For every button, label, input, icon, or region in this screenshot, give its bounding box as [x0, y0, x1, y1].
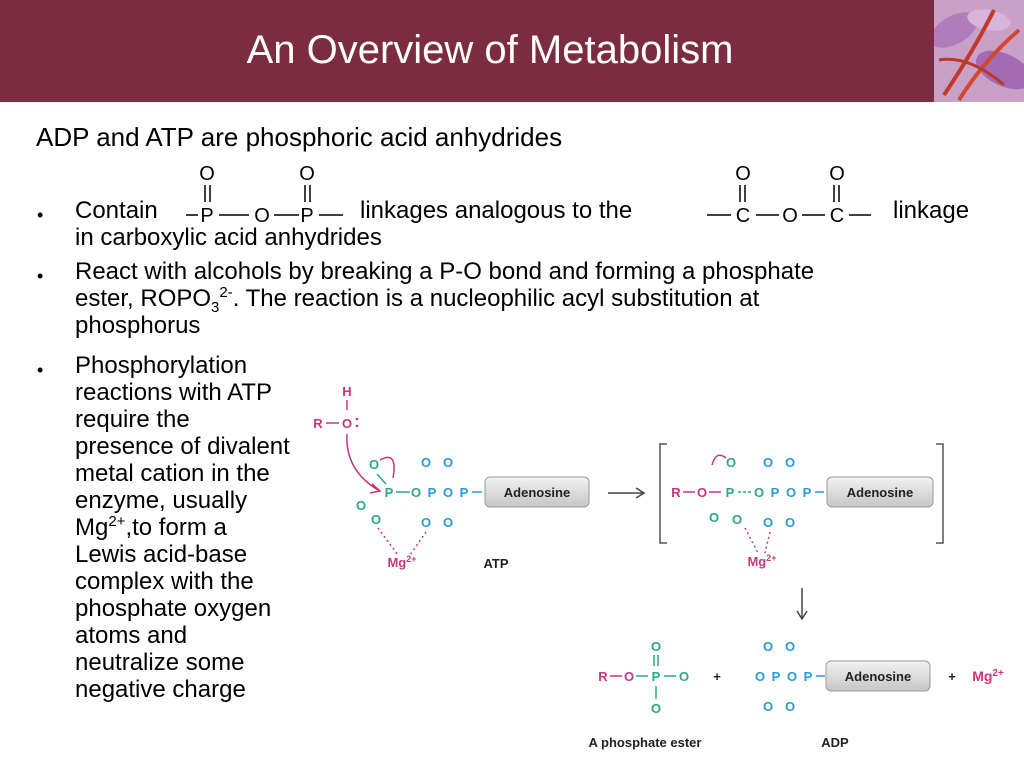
svg-text:O: O [650, 701, 662, 716]
svg-text:O: O [370, 512, 382, 527]
svg-text:O: O [762, 639, 774, 654]
formula-oxygen: O [829, 163, 845, 185]
svg-text:P: P [770, 485, 780, 500]
svg-text:R: R [671, 485, 681, 500]
formula-oxygen: O [199, 163, 215, 185]
plus-sign: + [948, 669, 956, 684]
bullet3-text: Phosphorylation reactions with ATP require the presence of divalent metal cation in the enzyme, usually $Mg^{2+},to$ form a Lewis acid-base complex with the phosphate oxygen atoms and neutralize some negative charge [75, 352, 290, 703]
svg-text:O: O [355, 498, 367, 513]
formula-phosphorus: P [200, 205, 214, 227]
svg-text:O: O [442, 485, 454, 500]
phosphate-ester-label: A phosphate ester [588, 735, 702, 750]
svg-text:O: O [410, 485, 422, 500]
svg-text:O: O [442, 515, 454, 530]
svg-text:P: P [459, 485, 469, 500]
bullet2-line1: React with alcohols by breaking a P-O bond and forming a phosphate [75, 258, 815, 285]
svg-text:R: R [313, 416, 323, 431]
formula-oxygen: O [782, 205, 798, 227]
bullet1-mid: linkages analogous to the [360, 197, 633, 224]
bullet1-line2: in carboxylic acid anhydrides [75, 224, 382, 251]
svg-text:O: O [420, 455, 432, 470]
svg-text:O: O [650, 639, 662, 654]
atp-label: ATP [483, 556, 509, 571]
svg-text:O: O [368, 457, 380, 472]
svg-text:O: O [785, 485, 797, 500]
svg-text:P: P [802, 485, 812, 500]
formula-oxygen: O [254, 205, 270, 227]
mg-label: $Mg^{2+}$ [747, 553, 777, 569]
svg-text:O: O [786, 669, 798, 684]
svg-text:P: P [803, 669, 813, 684]
svg-text:O: O [731, 512, 743, 527]
adenosine-label: Adenosine [846, 485, 914, 500]
svg-text:O: O [725, 455, 737, 470]
svg-text:R: R [598, 669, 608, 684]
svg-text:O: O [708, 510, 720, 525]
svg-text:O: O [784, 515, 796, 530]
bullet-marker: • [37, 266, 44, 286]
svg-text:P: P [725, 485, 735, 500]
bullet2-line2: ester, $ROPO_3^{2-}$. The reaction is a nucleophilic acyl substitution at [75, 284, 760, 316]
svg-text:O: O [784, 699, 796, 714]
bullet-marker: • [37, 205, 44, 225]
svg-text:O: O [754, 669, 766, 684]
mg-label: $Mg^{2+}$ [972, 668, 1004, 684]
svg-text:O: O [762, 515, 774, 530]
svg-text:O: O [784, 639, 796, 654]
bullet-marker: • [37, 360, 44, 380]
products [589, 639, 1004, 750]
formula-oxygen: O [299, 163, 315, 185]
svg-text:O: O [762, 699, 774, 714]
formula-carbon: C [829, 205, 845, 227]
plus-sign: + [713, 669, 721, 684]
bullet2-line3: phosphorus [75, 312, 201, 339]
atp-molecule [356, 455, 589, 571]
transition-state [660, 444, 943, 569]
adenosine-label: Adenosine [503, 485, 571, 500]
alcohol-nucleophile [313, 384, 380, 493]
formula-phosphorus: P [300, 205, 314, 227]
svg-text:P: P [771, 669, 781, 684]
svg-text:H: H [342, 384, 352, 399]
svg-text:O: O [753, 485, 765, 500]
svg-text:O: O [762, 455, 774, 470]
formula-carbon: C [735, 205, 751, 227]
adp-label: ADP [821, 735, 849, 750]
svg-text:P: P [384, 485, 394, 500]
svg-text:P: P [427, 485, 437, 500]
mg-label: $Mg^{2+}$ [387, 554, 417, 570]
reaction-arrow-down [797, 588, 807, 619]
slide-title: An Overview of Metabolism [246, 28, 734, 72]
svg-text:O: O [341, 416, 353, 431]
adenosine-label: Adenosine [844, 669, 912, 684]
formula-oxygen: O [735, 163, 751, 185]
bullet1-end: linkage [893, 197, 970, 224]
svg-text:O: O [442, 455, 454, 470]
reaction-arrow-right [608, 488, 644, 498]
bullet1-contain: Contain [75, 197, 158, 224]
svg-text:P: P [651, 669, 661, 684]
slide-subtitle: ADP and ATP are phosphoric acid anhydrides [36, 122, 563, 152]
svg-text:O: O [678, 669, 690, 684]
svg-text:O: O [784, 455, 796, 470]
svg-text:O: O [623, 669, 635, 684]
svg-text:O: O [420, 515, 432, 530]
svg-text:O: O [696, 485, 708, 500]
